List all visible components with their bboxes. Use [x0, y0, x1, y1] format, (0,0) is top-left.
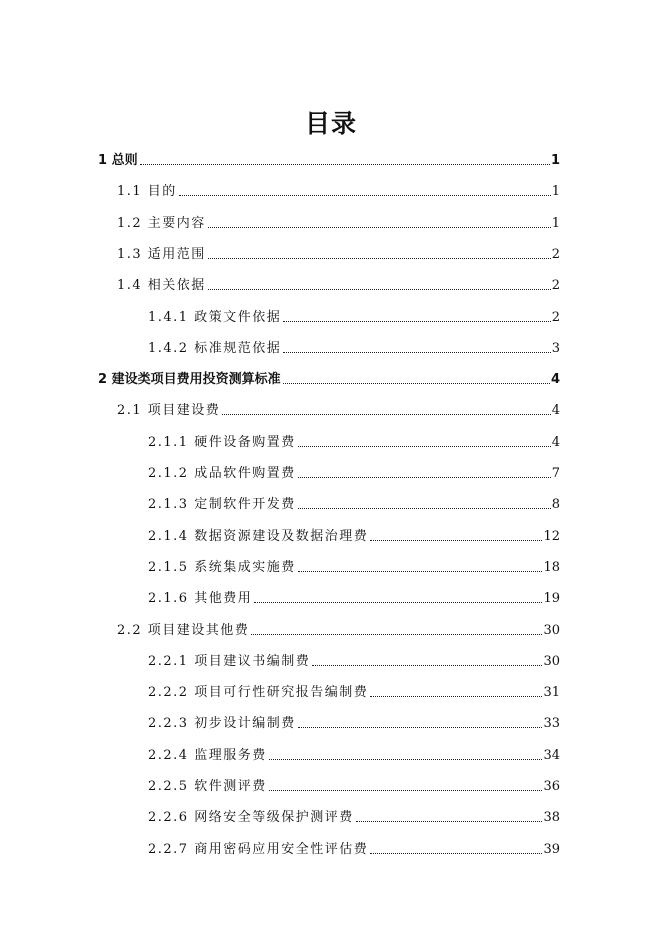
toc-entry[interactable] — [148, 463, 560, 483]
toc-entry-title: 2.2.1 项目建议书编制费 — [148, 653, 311, 669]
toc-page-number: 2 — [551, 246, 560, 262]
toc-entry-title: 2.2.6 网络安全等级保护测评费 — [148, 810, 354, 826]
toc-entry[interactable] — [148, 713, 560, 733]
toc-entry[interactable] — [148, 432, 560, 452]
toc-page-number: 2 — [551, 309, 560, 325]
toc-page-number: 4 — [550, 372, 560, 388]
toc-dot-leader — [298, 727, 543, 728]
toc-entry-title: 1.3 适用范围 — [117, 246, 206, 262]
toc-page-number: 1 — [550, 153, 560, 168]
toc-page-number: 2 — [551, 278, 560, 294]
toc-page-number: 39 — [543, 841, 560, 857]
toc-dot-leader — [254, 602, 542, 603]
toc-entry-title: 2.1.2 成品软件购置费 — [148, 466, 296, 481]
toc-entry[interactable] — [148, 807, 560, 827]
toc-entry-title: 2.1.6 其他费用 — [148, 591, 253, 607]
toc-entry[interactable] — [148, 338, 560, 358]
toc-entry[interactable] — [148, 745, 560, 765]
toc-entry-title: 1.1 目的 — [117, 184, 177, 200]
toc-dot-leader — [370, 853, 542, 854]
toc-page-number: 30 — [543, 622, 560, 638]
toc-dot-leader — [298, 571, 543, 572]
toc-entry[interactable] — [148, 776, 560, 796]
toc-entry[interactable] — [117, 620, 560, 640]
toc-dot-leader — [370, 696, 542, 697]
toc-dot-leader — [208, 227, 551, 228]
toc-entry-title: 2.1.1 硬件设备购置费 — [148, 434, 296, 450]
toc-entry-title: 2.2.2 项目可行性研究报告编制费 — [148, 685, 369, 701]
toc-entry-title: 1.2 主要内容 — [117, 215, 206, 231]
toc-dot-leader — [298, 508, 551, 509]
toc-entry[interactable] — [148, 682, 560, 702]
toc-entry[interactable] — [148, 526, 560, 546]
toc-dot-leader — [140, 164, 550, 165]
toc-entry[interactable] — [117, 400, 560, 420]
toc-entry-title: 1 总则 — [98, 153, 138, 168]
toc-dot-leader — [269, 759, 543, 760]
toc-entry[interactable] — [148, 307, 560, 327]
toc-entry-title: 2.1.3 定制软件开发费 — [148, 497, 296, 513]
toc-entry[interactable] — [117, 275, 560, 295]
toc-dot-leader — [283, 383, 550, 384]
toc-dot-leader — [251, 634, 542, 635]
toc-entry[interactable] — [98, 150, 560, 170]
toc-dot-leader — [370, 540, 542, 541]
toc-dot-leader — [283, 352, 551, 353]
toc-dot-leader — [208, 289, 551, 290]
toc-page-number: 31 — [543, 685, 560, 701]
toc-page-number: 3 — [551, 340, 560, 356]
toc-page-number: 4 — [551, 434, 560, 450]
toc-page-number: 36 — [543, 779, 560, 794]
toc-entry[interactable] — [148, 557, 560, 577]
toc-entry-title: 1.4.1 政策文件依据 — [148, 309, 282, 325]
toc-page-number: 33 — [543, 716, 560, 732]
page-title: 目录 — [304, 109, 357, 138]
toc-dot-leader — [283, 321, 551, 322]
toc-page-number: 38 — [543, 810, 560, 826]
toc-page-number: 18 — [543, 559, 560, 575]
toc-entry[interactable] — [148, 494, 560, 514]
toc-entry[interactable] — [117, 181, 560, 201]
toc-entry-title: 2.1 项目建设费 — [117, 403, 221, 419]
toc-entry-title: 2.2.7 商用密码应用安全性评估费 — [148, 841, 369, 857]
toc-dot-leader — [269, 790, 543, 791]
toc-dot-leader — [356, 821, 543, 822]
toc-entry[interactable] — [98, 369, 560, 389]
toc-page-number: 1 — [551, 184, 560, 200]
toc-entry-title: 2.2.3 初步设计编制费 — [148, 716, 296, 732]
toc-entry[interactable] — [148, 588, 560, 608]
toc-entry[interactable] — [117, 244, 560, 264]
toc-entry-title: 2.2 项目建设其他费 — [117, 622, 250, 638]
toc-entry-title: 1.4.2 标准规范依据 — [148, 340, 282, 356]
toc-page-number: 30 — [543, 653, 560, 669]
toc-dot-leader — [298, 477, 551, 478]
toc-dot-leader — [222, 414, 550, 415]
toc-entry[interactable] — [117, 213, 560, 233]
toc-dot-leader — [179, 195, 551, 196]
toc-entry-title: 2.2.4 监理服务费 — [148, 747, 267, 763]
toc-page-number: 12 — [543, 528, 560, 544]
toc-dot-leader — [312, 665, 542, 666]
toc-page-number: 7 — [551, 466, 560, 481]
toc-page-number: 8 — [551, 497, 560, 513]
toc-entry-title: 1.4 相关依据 — [117, 278, 206, 294]
toc-page-number: 4 — [551, 403, 560, 419]
toc-entry-title: 2.2.5 软件测评费 — [148, 779, 267, 794]
toc-entry[interactable] — [148, 651, 560, 671]
toc-entry[interactable] — [148, 839, 560, 859]
toc-page-number: 19 — [543, 591, 560, 607]
toc-dot-leader — [298, 446, 551, 447]
toc-entry-title: 2 建设类项目费用投资测算标准 — [98, 372, 281, 388]
toc-page-number: 34 — [543, 747, 560, 763]
toc-page-number: 1 — [551, 215, 560, 231]
toc-dot-leader — [208, 258, 551, 259]
toc-entry-title: 2.1.4 数据资源建设及数据治理费 — [148, 528, 369, 544]
toc-entry-title: 2.1.5 系统集成实施费 — [148, 559, 296, 575]
